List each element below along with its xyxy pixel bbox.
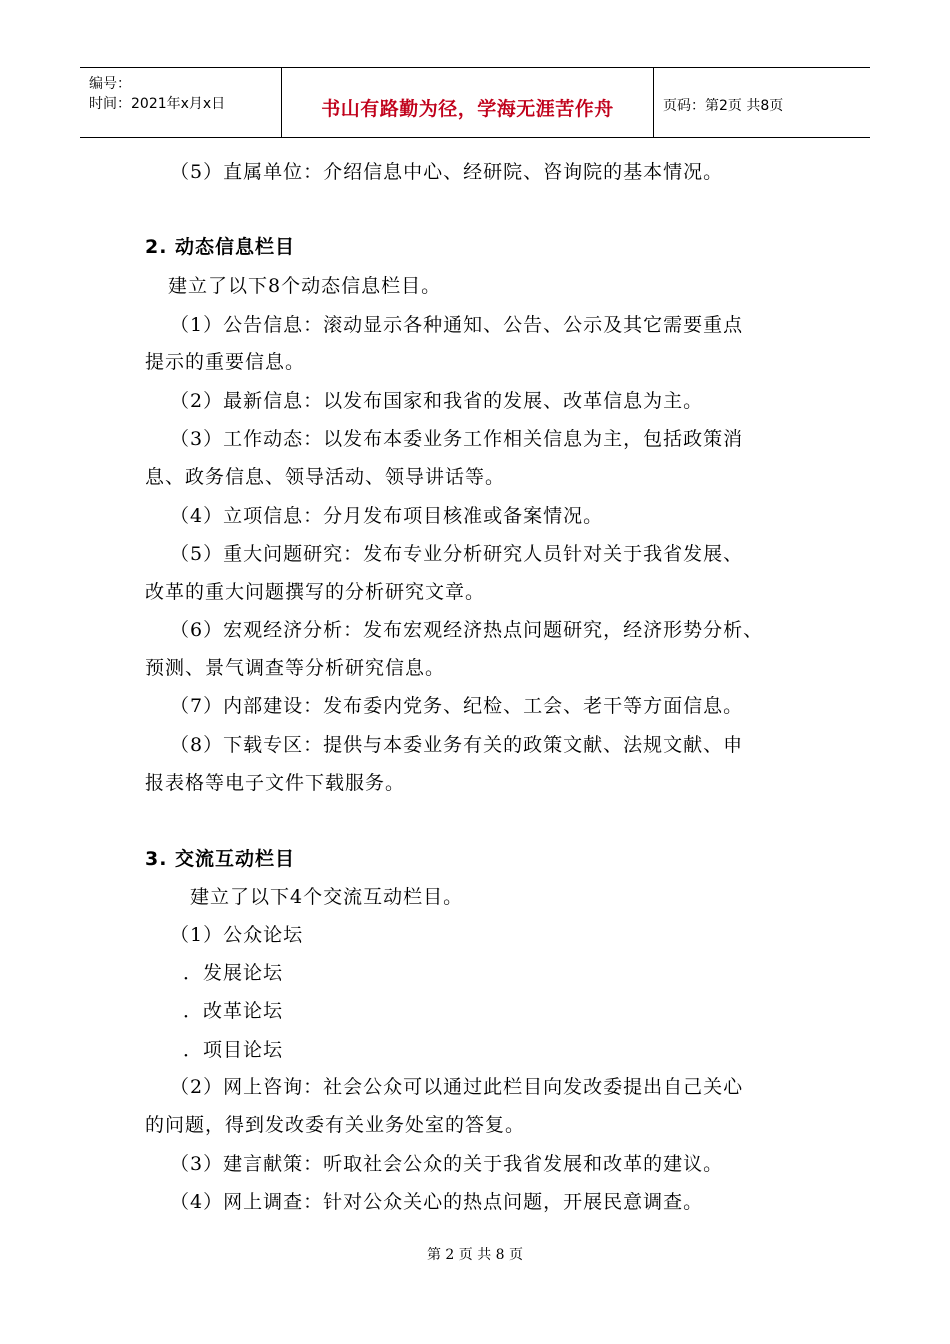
- body-line: （2）网上咨询：社会公众可以通过此栏目向发改委提出自己关心: [170, 1076, 744, 1098]
- body-line: （6）宏观经济分析：发布宏观经济热点问题研究，经济形势分析、: [170, 619, 764, 641]
- body-line: 的问题，得到发改委有关业务处室的答复。: [145, 1114, 526, 1136]
- body-line: 改革的重大问题撰写的分析研究文章。: [145, 581, 486, 603]
- section-heading-3: 3. 交流互动栏目: [145, 848, 296, 870]
- body-line: 预测、景气调查等分析研究信息。: [145, 657, 446, 679]
- header-motto: 书山有路勤为径，学海无涯苦作舟: [321, 98, 614, 120]
- body-line: 建立了以下8个动态信息栏目。: [168, 275, 442, 297]
- document-date-label: 时间：2021年x月x日: [89, 96, 226, 112]
- body-line: 报表格等电子文件下载服务。: [145, 772, 406, 794]
- body-line: （5）重大问题研究：发布专业分析研究人员针对关于我省发展、: [170, 543, 744, 565]
- sub-list-item: ．发展论坛: [183, 962, 284, 984]
- document-number-label: 编号：: [89, 76, 131, 92]
- body-line: 息、政务信息、领导活动、领导讲话等。: [145, 466, 506, 488]
- body-line: （7）内部建设：发布委内党务、纪检、工会、老干等方面信息。: [170, 695, 744, 717]
- sub-list-item: ．项目论坛: [183, 1039, 284, 1061]
- page-footer-number: 第 2 页 共 8 页: [426, 1247, 524, 1263]
- body-line: （8）下载专区：提供与本委业务有关的政策文献、法规文献、申: [170, 734, 744, 756]
- sub-list-item: ．改革论坛: [183, 1000, 284, 1022]
- body-line: （1）公告信息：滚动显示各种通知、公告、公示及其它需要重点: [170, 314, 744, 336]
- header-left-cell: [80, 68, 282, 137]
- body-line: （4）网上调查：针对公众关心的热点问题，开展民意调查。: [170, 1191, 704, 1213]
- body-line: 提示的重要信息。: [145, 351, 306, 373]
- section-heading-2: 2. 动态信息栏目: [145, 236, 296, 258]
- body-line: （5）直属单位：介绍信息中心、经研院、咨询院的基本情况。: [170, 161, 724, 183]
- page-header-table: [80, 67, 870, 138]
- header-page-label: 页码：第2页 共8页: [663, 98, 784, 114]
- header-right-cell: [655, 68, 870, 137]
- header-center-cell: [282, 68, 654, 137]
- body-line: （4）立项信息：分月发布项目核准或备案情况。: [170, 505, 604, 527]
- body-line: （2）最新信息：以发布国家和我省的发展、改革信息为主。: [170, 390, 704, 412]
- body-line: （3）工作动态：以发布本委业务工作相关信息为主，包括政策消: [170, 428, 744, 450]
- list-item: （1）公众论坛: [170, 924, 304, 946]
- body-line: 建立了以下4个交流互动栏目。: [190, 886, 464, 908]
- body-line: （3）建言献策：听取社会公众的关于我省发展和改革的建议。: [170, 1153, 724, 1175]
